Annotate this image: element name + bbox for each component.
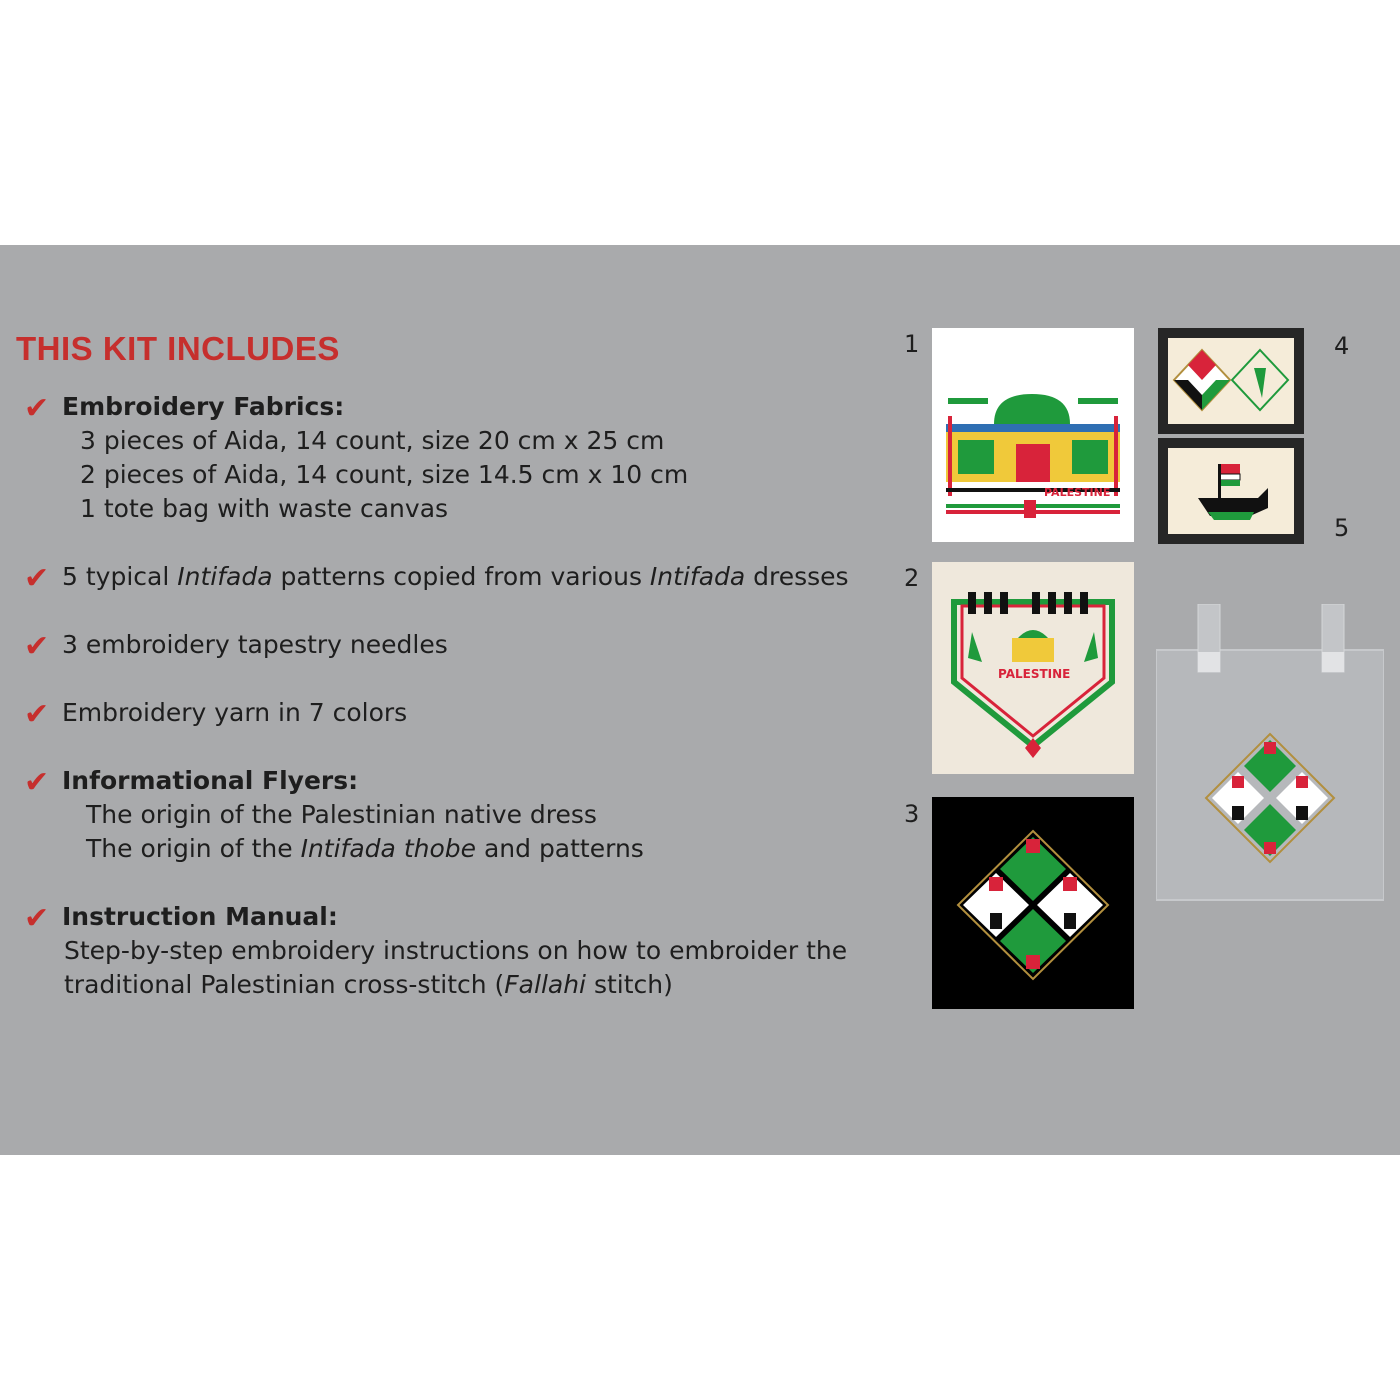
pattern-5-image [1158,438,1304,544]
flyers-label: Informational Flyers: [62,766,359,795]
pattern-3-image [932,797,1134,1009]
fabrics-label: Embroidery Fabrics: [62,392,345,421]
pattern-1-palestine-label: PALESTINE [1044,486,1111,499]
pattern-number-1: 1 [904,330,920,358]
list-item-flyers [24,764,358,800]
manual-line-2 [64,968,673,1002]
fabric-line-2: 2 pieces of Aida, 14 count, size 14.5 cm x 10 cm [80,460,689,489]
checkmark-icon: ✔ [24,697,50,732]
manual-label: Instruction Manual: [62,902,338,931]
fabric-line-1: 3 pieces of Aida, 14 count, size 20 cm x 25 cm [80,426,665,455]
list-item-patterns [24,560,849,596]
list-item-manual [24,900,338,936]
patterns-text-e: dresses [745,562,849,591]
flyer-line-1: The origin of the Palestinian native dress [86,800,597,829]
checkmark-icon: ✔ [24,391,50,426]
flyer-line-2 [86,832,644,866]
list-item-yarn [24,696,407,732]
pattern-number-3: 3 [904,800,920,828]
manual-line-2b: Fallahi [504,970,586,999]
checkmark-icon: ✔ [24,765,50,800]
flyer-line-2c: and patterns [476,834,644,863]
fabric-line-3: 1 tote bag with waste canvas [80,494,449,523]
checkmark-icon: ✔ [24,561,50,596]
pattern-number-5: 5 [1334,514,1350,542]
pattern-4-image [1158,328,1304,434]
manual-line-1: Step-by-step embroidery instructions on how to embroider the [64,936,848,965]
pattern-2-image [932,562,1134,774]
pattern-1-image [932,328,1134,542]
patterns-text-d: Intifada [649,562,746,591]
list-item-needles [24,628,448,664]
patterns-text-a: 5 typical [62,562,178,591]
pattern-2-palestine-label: PALESTINE [998,667,1071,681]
flyer-line-2b: Intifada thobe [300,834,477,863]
checkmark-icon: ✔ [24,901,50,936]
tote-bag-image [1156,604,1384,902]
pattern-number-4: 4 [1334,332,1350,360]
checkmark-icon: ✔ [24,629,50,664]
needles-text: 3 embroidery tapestry needles [62,630,448,659]
list-item-fabrics [24,390,344,426]
manual-line-2a: traditional Palestinian cross-stitch ( [64,970,505,999]
patterns-text-b: Intifada [177,562,273,591]
yarn-text: Embroidery yarn in 7 colors [62,698,408,727]
page-title: THIS KIT INCLUDES [16,330,340,367]
patterns-text-c: patterns copied from various [272,562,650,591]
flyer-line-2a: The origin of the [86,834,301,863]
manual-line-2c: stitch) [586,970,673,999]
pattern-number-2: 2 [904,564,920,592]
